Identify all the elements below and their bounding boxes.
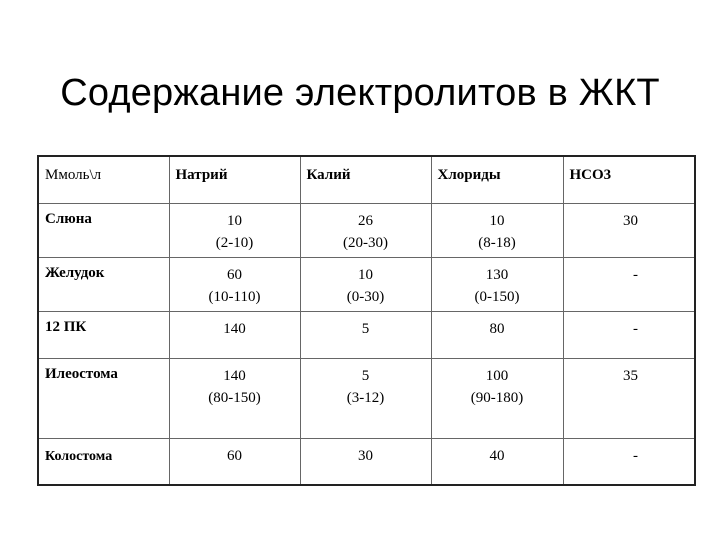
header-hco3: HCO3: [563, 156, 695, 203]
cell-hco3: -: [563, 311, 695, 358]
row-label-duodenum: 12 ПК: [38, 311, 169, 358]
cell-chlorides: 130 (0-150): [431, 257, 563, 311]
cell-potassium: 26 (20-30): [300, 203, 431, 257]
row-label-stomach: Желудок: [38, 257, 169, 311]
cell-chlorides: 40: [431, 438, 563, 485]
cell-sodium: 10 (2-10): [169, 203, 300, 257]
table-row: [38, 311, 695, 358]
cell-sodium: 140: [169, 311, 300, 358]
cell-hco3: 30: [563, 203, 695, 257]
header-units: Ммоль\л: [38, 156, 169, 203]
cell-potassium: 5: [300, 311, 431, 358]
table-row: [38, 203, 695, 257]
page-title: Содержание электролитов в ЖКТ: [60, 72, 660, 114]
cell-hco3: -: [563, 257, 695, 311]
row-label-colostomy: Колостома: [38, 438, 169, 485]
cell-sodium: 60: [169, 438, 300, 485]
header-chlorides: Хлориды: [431, 156, 563, 203]
row-label-ileostomy: Илеостома: [38, 358, 169, 438]
cell-chlorides: 80: [431, 311, 563, 358]
header-potassium: Калий: [300, 156, 431, 203]
cell-potassium: 10 (0-30): [300, 257, 431, 311]
cell-potassium: 30: [300, 438, 431, 485]
cell-sodium: 60 (10-110): [169, 257, 300, 311]
cell-chlorides: 100 (90-180): [431, 358, 563, 438]
cell-hco3: -: [563, 438, 695, 485]
table-row: [38, 257, 695, 311]
table-header-row: [38, 156, 695, 203]
cell-hco3: 35: [563, 358, 695, 438]
cell-sodium: 140 (80-150): [169, 358, 300, 438]
table-row: [38, 438, 695, 485]
table-row: [38, 358, 695, 438]
cell-potassium: 5 (3-12): [300, 358, 431, 438]
header-sodium: Натрий: [169, 156, 300, 203]
electrolyte-table: [37, 155, 696, 486]
cell-chlorides: 10 (8-18): [431, 203, 563, 257]
row-label-saliva: Слюна: [38, 203, 169, 257]
